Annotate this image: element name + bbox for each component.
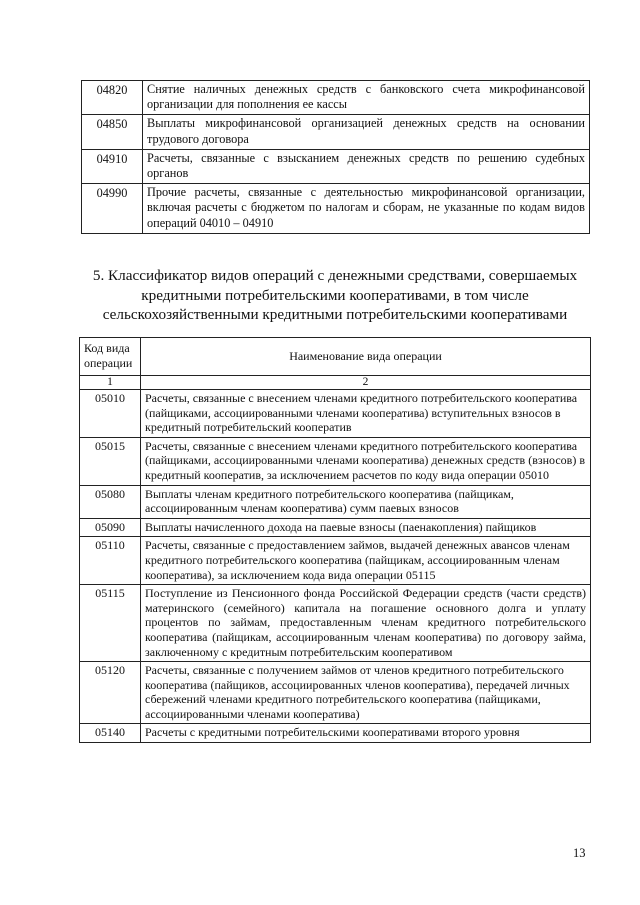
table-row <box>80 390 591 438</box>
operation-code: 05015 <box>80 437 141 485</box>
operation-code: 05010 <box>80 390 141 438</box>
operation-description: Расчеты, связанные с внесением членами кредитного потребительского кооператива (пайщиками, ассоциированными членами кооператива) вступительных взносов в кредитный потребительский кооператив <box>141 390 591 438</box>
table-row <box>80 585 591 662</box>
cooperative-operations-table <box>79 337 591 743</box>
table-row <box>82 81 590 115</box>
operation-description: Снятие наличных денежных средств с банковского счета микрофинансовой организации для пополнения ее кассы <box>143 81 590 115</box>
page-number: 13 <box>573 846 586 860</box>
operation-description: Расчеты, связанные с взысканием денежных средств по решению судебных органов <box>143 149 590 183</box>
table-header-row <box>80 338 591 376</box>
operation-description: Расчеты, связанные с предоставлением займов, выдачей денежных авансов членам кредитного потребительского кооператива (пайщикам, ассоциированным членам кооператива), за исключением кода вида операции 05115 <box>141 537 591 585</box>
operation-description: Выплаты членам кредитного потребительского кооператива (пайщикам, ассоциированным членам кооператива) сумм паевых взносов <box>141 485 591 518</box>
table-row <box>82 184 590 234</box>
column-index-1: 1 <box>80 376 141 390</box>
header-code-column: Код вида операции <box>80 338 141 376</box>
column-index-2: 2 <box>141 376 591 390</box>
table-row <box>80 518 591 537</box>
section-heading: 5. Классификатор видов операций с денежными средствами, совершаемых кредитными потребительскими кооперативами, в том числе сельскохозяйственными кредитными потребительскими кооперативами <box>92 267 578 324</box>
operation-description: Расчеты, связанные с внесением членами кредитного потребительского кооператива (пайщиками, ассоциированными членами кооператива) денежных средств (взносов) в кредитный кооператив, за исключением расчетов по коду вида операции 05010 <box>141 437 591 485</box>
header-name-column: Наименование вида операции <box>141 338 591 376</box>
top-operations-table <box>81 80 590 234</box>
table-row <box>82 149 590 183</box>
table-row <box>80 724 591 743</box>
table-row <box>80 662 591 724</box>
table-row <box>80 485 591 518</box>
operation-code: 05115 <box>80 585 141 662</box>
operation-code: 04820 <box>82 81 143 115</box>
operation-code: 05080 <box>80 485 141 518</box>
operation-description: Прочие расчеты, связанные с деятельностью микрофинансовой организации, включая расчеты с бюджетом по налогам и сборам, не указанные по кодам видов операций 04010 – 04910 <box>143 184 590 234</box>
table-row <box>80 537 591 585</box>
table-row <box>80 437 591 485</box>
operation-description: Выплаты начисленного дохода на паевые взносы (паенакопления) пайщиков <box>141 518 591 537</box>
table-row <box>82 115 590 149</box>
operation-code: 05120 <box>80 662 141 724</box>
operation-code: 05110 <box>80 537 141 585</box>
operation-description: Выплаты микрофинансовой организацией денежных средств на основании трудового договора <box>143 115 590 149</box>
operation-code: 04910 <box>82 149 143 183</box>
operation-code: 05140 <box>80 724 141 743</box>
operation-code: 05090 <box>80 518 141 537</box>
operation-code: 04990 <box>82 184 143 234</box>
operation-description: Поступление из Пенсионного фонда Российской Федерации средств (части средств) материнского (семейного) капитала на погашение основного долга и уплату процентов по займам, предоставленным членам кредитного потребительского кооператива (пайщикам, ассоциированным членам кооператива) по договору займа, заключенному с кредитным потребительским кооперативом <box>141 585 591 662</box>
operation-description: Расчеты, связанные с получением займов от членов кредитного потребительского кооператива (пайщиков, ассоциированных членов кооператива), передачей личных сбережений членами кредитного потребительского кооператива (пайщиками, ассоциированными членами кооператива) <box>141 662 591 724</box>
column-index-row <box>80 376 591 390</box>
operation-code: 04850 <box>82 115 143 149</box>
operation-description: Расчеты с кредитными потребительскими кооперативами второго уровня <box>141 724 591 743</box>
